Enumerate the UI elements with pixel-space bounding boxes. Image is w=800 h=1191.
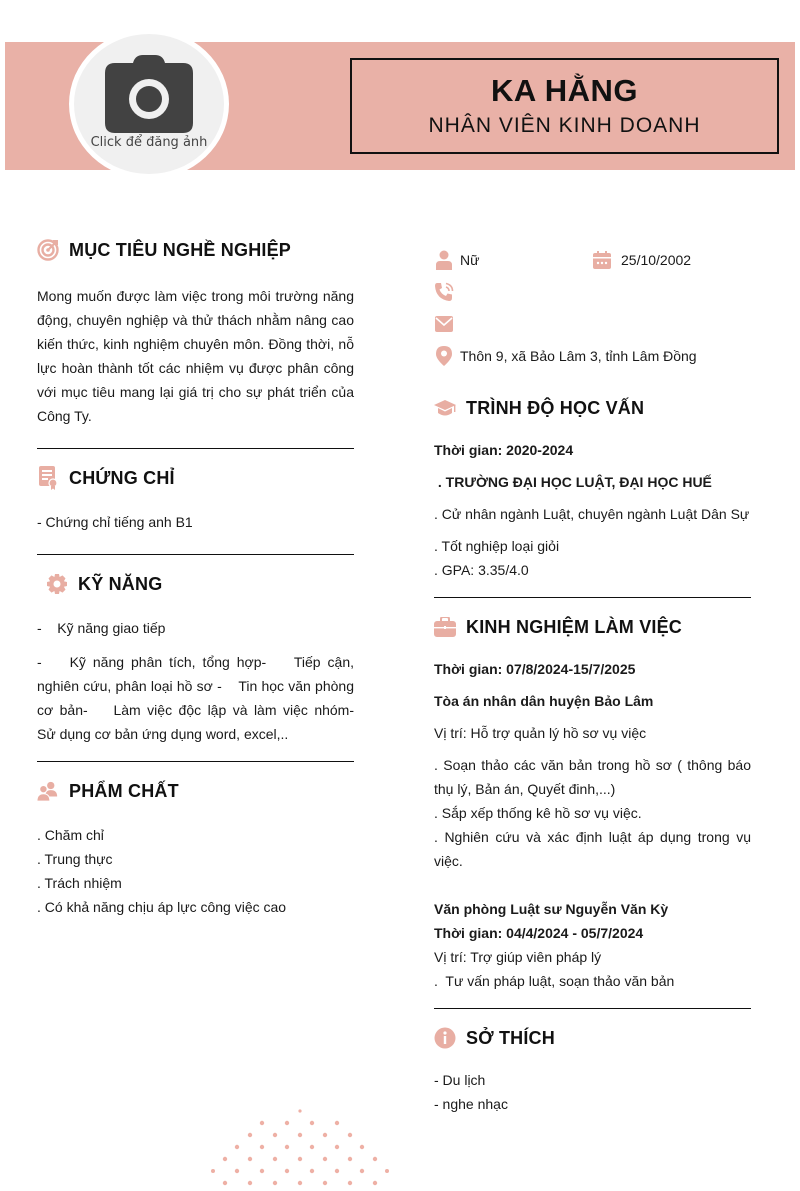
info-row-email [434,312,751,336]
education-title: TRÌNH ĐỘ HỌC VẤN [466,397,645,418]
education-detail: . GPA: 3.35/4.0 [434,562,529,578]
info-row-gender-birthday [434,248,751,272]
birthday-value: 25/10/2002 [621,252,692,268]
hobby-item: - nghe nhạc [434,1096,508,1112]
right-column [434,248,751,1116]
job-task: . Sắp xếp thống kê hồ sơ vụ việc. [434,805,642,821]
hobbies-list [434,1068,751,1116]
user-icon [434,250,454,270]
job-title: NHÂN VIÊN KINH DOANH [428,114,701,138]
education-detail: . Tốt nghiệp loại giỏi [434,538,560,554]
quality-item: . Trung thực [37,851,113,867]
job-entry [434,657,751,873]
left-column [37,236,370,919]
qualities-list [37,823,354,919]
job-company: Văn phòng Luật sư Nguyễn Văn Kỳ [434,901,669,917]
objective-title: MỤC TIÊU NGHỀ NGHIỆP [69,239,292,260]
job-entry [434,897,751,993]
job-task: . Nghiên cứu và xác định luật áp dụng trong vụ việc. [434,829,751,869]
camera-icon [103,55,195,133]
job-time: Thời gian: 04/4/2024 - 05/7/2024 [434,925,644,941]
education-degree: . Cử nhân ngành Luật, chuyên ngành Luật Dân Sự [434,506,750,522]
info-row-address [434,344,751,368]
certificate-item: - Chứng chỉ tiếng anh B1 [37,514,193,530]
birthday-field [592,248,750,272]
decorative-dot-pattern [205,1105,395,1191]
target-icon [37,239,59,261]
divider [37,761,354,762]
graduation-cap-icon [434,397,456,419]
quality-item: . Có khả năng chịu áp lực công việc cao [37,899,287,915]
certificates-title: CHỨNG CHỈ [69,467,175,488]
certificates-header [37,464,354,492]
hobbies-header [434,1024,751,1052]
job-task: . Tư vấn pháp luật, soạn thảo văn bản [434,973,675,989]
briefcase-icon [434,616,456,638]
education-header [434,394,751,422]
gender-field [434,248,592,272]
address-value: Thôn 9, xã Bảo Lâm 3, tỉnh Lâm Đồng [460,348,697,364]
skills-header [37,570,354,598]
phone-icon [434,282,454,302]
qualities-header [37,777,354,805]
gear-icon [46,573,68,595]
skill-item: - Kỹ năng phân tích, tổng hợp- Tiếp cận, nghiên cứu, phân loại hồ sơ - Tin học văn phòng cơ bản- Làm việc độc lập và làm việc nhóm- Sử dụng cơ bản ứng dụng word, excel,.. [37,654,370,742]
education-time: Thời gian: 2020-2024 [434,442,574,458]
info-icon [434,1027,456,1049]
job-position: Vị trí: Hỗ trợ quản lý hồ sơ vụ việc [434,725,647,741]
job-company: Tòa án nhân dân huyện Bảo Lâm [434,693,654,709]
name-box [350,58,779,154]
experience-header [434,613,751,641]
certificate-icon [37,467,59,489]
users-icon [37,780,59,802]
gender-value: Nữ [460,252,480,268]
candidate-name: KA HẰNG [490,72,638,108]
divider [37,448,354,449]
avatar-upload[interactable] [69,29,229,179]
hobby-item: - Du lịch [434,1072,486,1088]
avatar-upload-label: Click để đăng ảnh [90,134,208,150]
skill-item: - Kỹ năng giao tiếp [37,620,166,636]
experience-title: KINH NGHIỆM LÀM VIỆC [466,616,683,637]
divider [37,554,354,555]
location-pin-icon [434,346,454,366]
divider [434,597,751,598]
divider [434,1008,751,1009]
hobbies-title: SỞ THÍCH [466,1027,555,1048]
job-task: . Soạn thảo các văn bản trong hồ sơ ( thông báo thụ lý, Bản án, Quyết đinh,...) [434,757,751,797]
education-school: . TRƯỜNG ĐẠI HỌC LUẬT, ĐẠI HỌC HUẾ [434,474,712,490]
quality-item: . Chăm chỉ [37,827,104,843]
quality-item: . Trách nhiệm [37,875,122,891]
calendar-icon [592,250,612,270]
job-position: Vị trí: Trợ giúp viên pháp lý [434,949,602,965]
envelope-icon [434,314,454,334]
qualities-title: PHẨM CHẤT [69,780,179,801]
skills-title: KỸ NĂNG [78,573,163,594]
objective-header [37,236,354,264]
objective-body: Mong muốn được làm việc trong môi trường năng động, chuyên nghiệp và thử thách nhằm nâng cao kiến thức, kinh nghiệm chuyên môn. Đồng thời, nỗ lực hoàn thành tốt các nhiệm vụ được phân công với mục tiêu mang lại giá trị cho sự phát triển của Công Ty. [37,288,354,424]
info-row-phone [434,280,751,304]
job-time: Thời gian: 07/8/2024-15/7/2025 [434,661,636,677]
